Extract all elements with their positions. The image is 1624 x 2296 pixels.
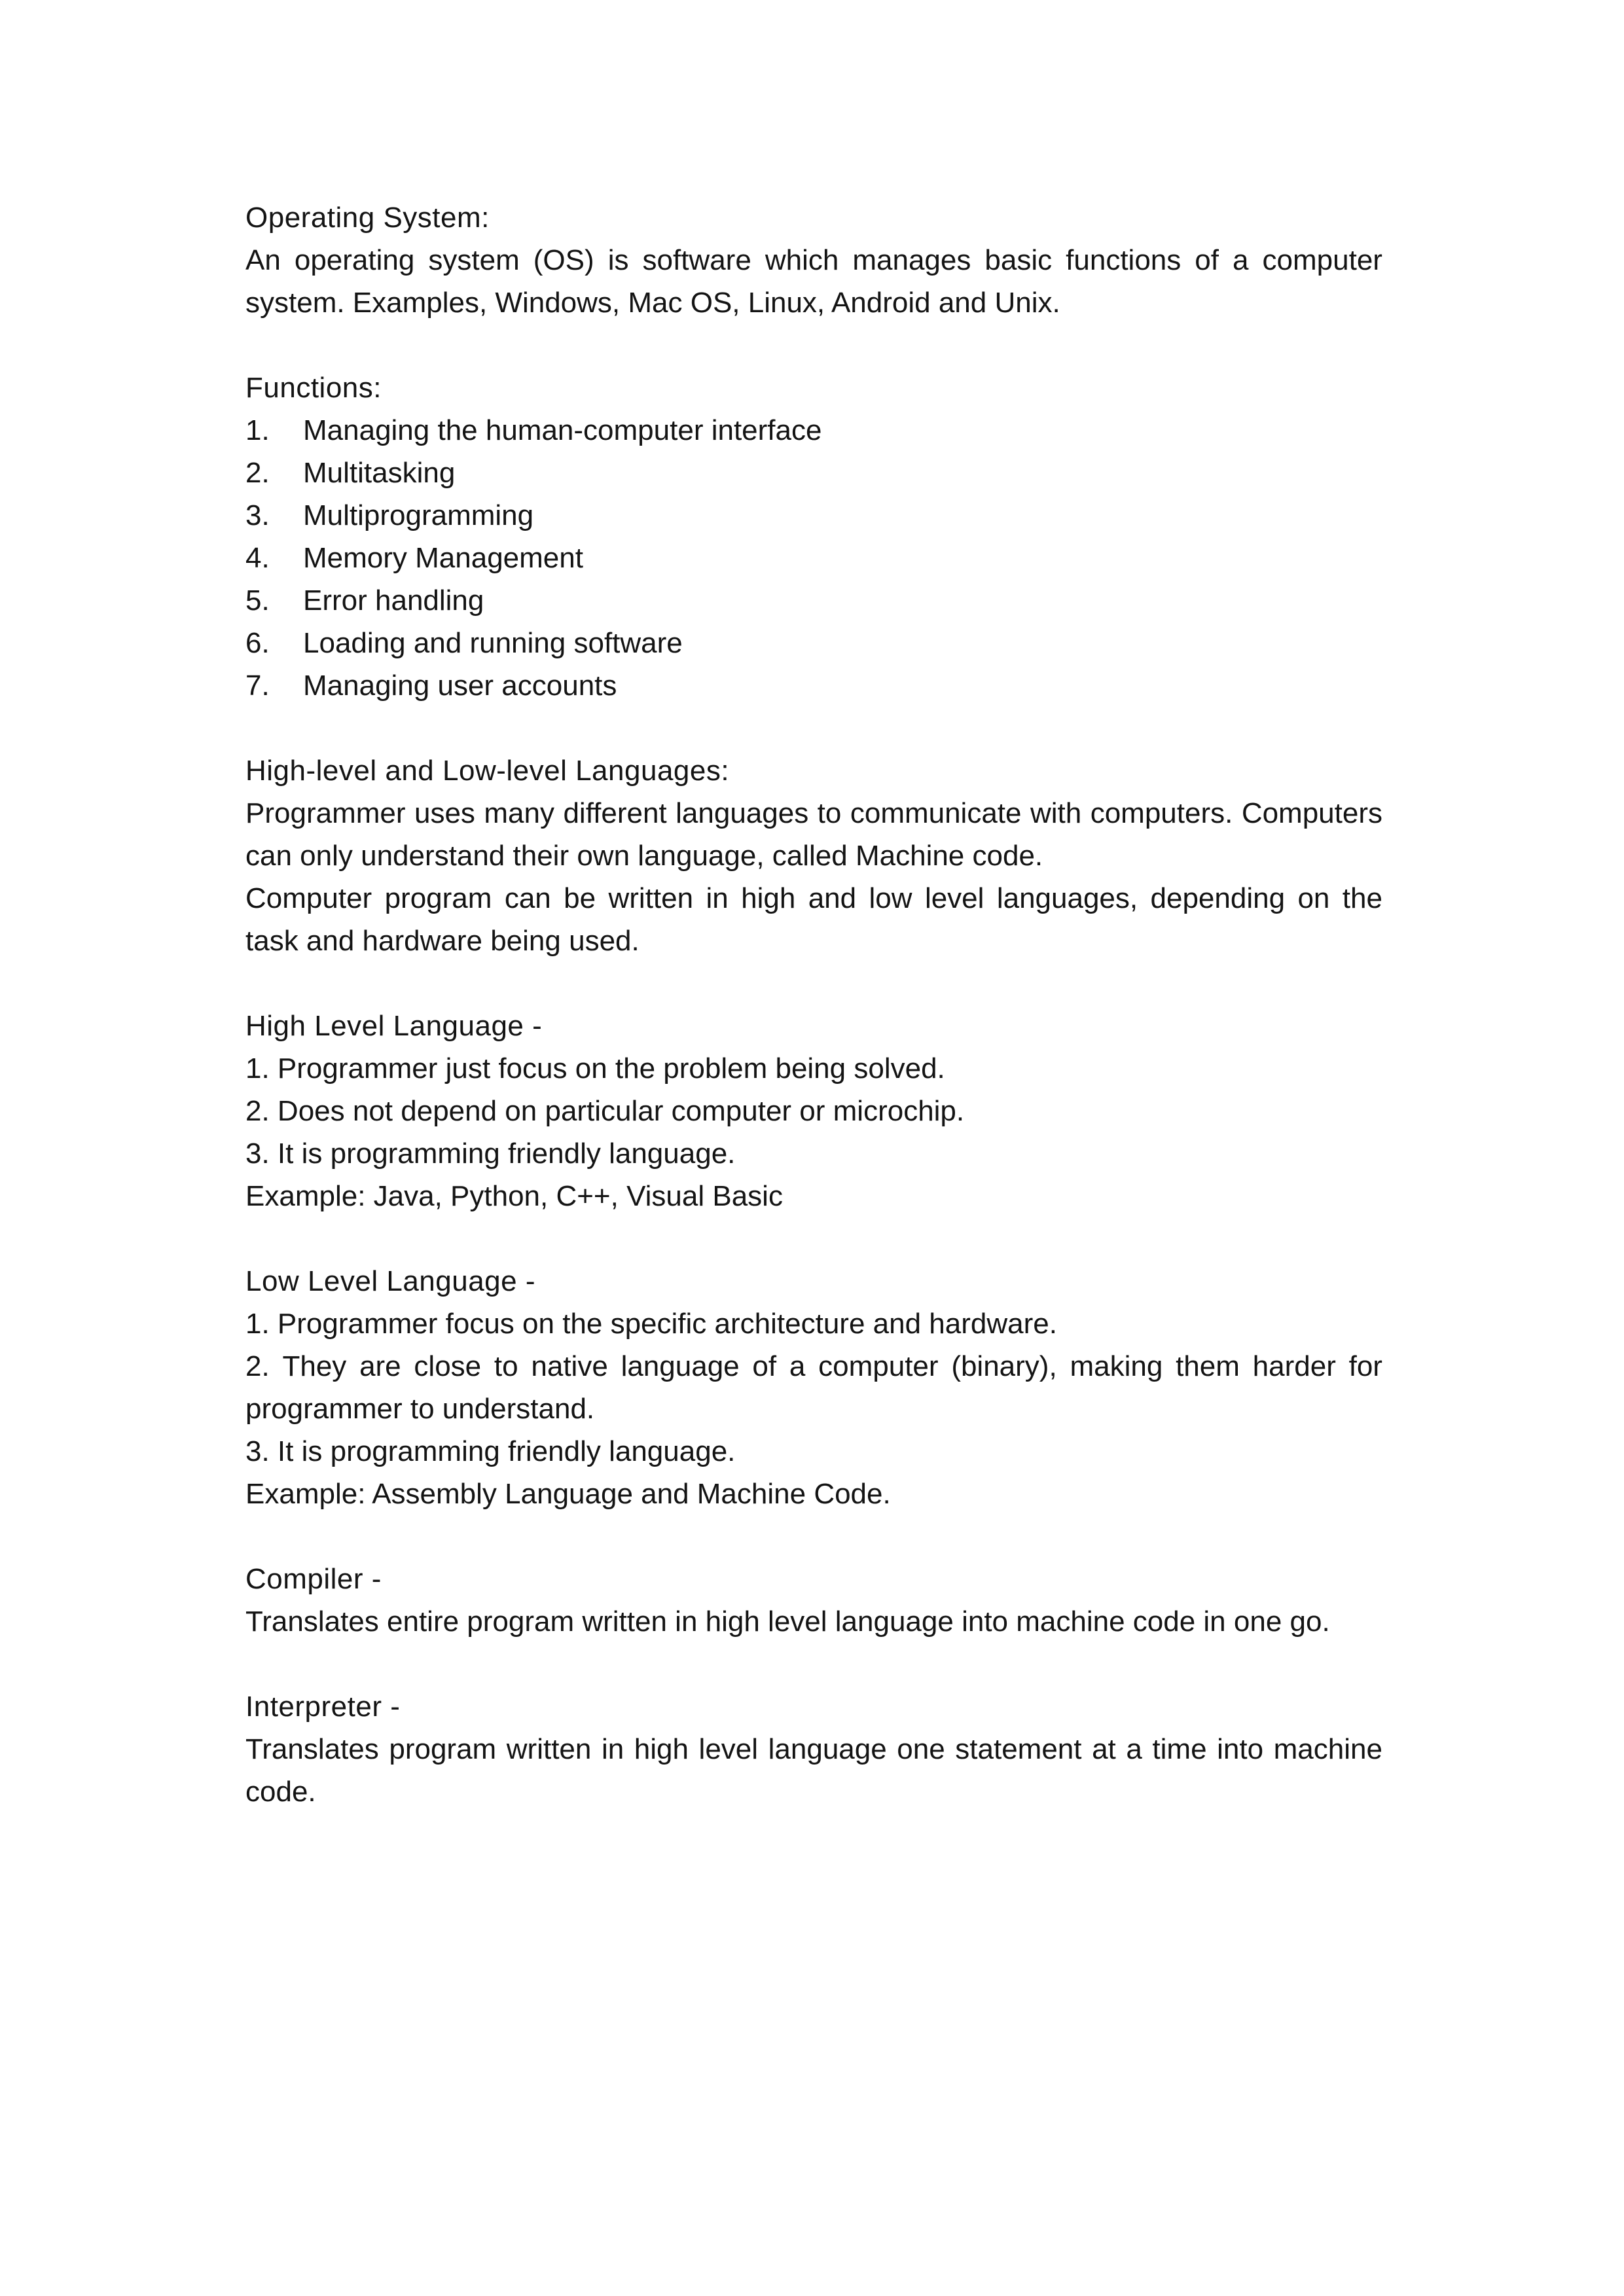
word: at xyxy=(1092,1733,1116,1765)
word: languages, xyxy=(996,882,1138,914)
word: many xyxy=(484,797,554,829)
word: written xyxy=(608,882,694,914)
paragraph-line: system. Examples, Windows, Mac OS, Linux, Android and Unix. xyxy=(245,287,1060,319)
paragraph-line: 2. Does not depend on particular computer or microchip. xyxy=(245,1095,965,1127)
section xyxy=(245,1685,1382,1813)
word: Programmer xyxy=(245,797,406,829)
word: in xyxy=(706,882,729,914)
paragraph-line-justified xyxy=(245,239,1382,281)
paragraph-line: Example: Java, Python, C++, Visual Basic xyxy=(245,1180,783,1212)
word: a xyxy=(1126,1733,1142,1765)
word: manages xyxy=(852,244,971,276)
paragraph-line: Example: Assembly Language and Machine Code. xyxy=(245,1478,891,1510)
word: basic xyxy=(984,244,1053,276)
word: different xyxy=(563,797,667,829)
word: program xyxy=(389,1733,497,1765)
word: operating xyxy=(294,244,415,276)
list-number: 6. xyxy=(245,627,270,659)
section-heading: High-level and Low-level Languages: xyxy=(245,755,730,787)
word: a xyxy=(789,1350,806,1382)
paragraph-line: can only understand their own language, called Machine code. xyxy=(245,840,1043,872)
word: and xyxy=(808,882,857,914)
paragraph-line: 1. Programmer focus on the specific architecture and hardware. xyxy=(245,1308,1057,1340)
list-item xyxy=(245,494,1382,537)
list-number: 3. xyxy=(245,499,270,531)
word: statement xyxy=(955,1733,1082,1765)
paragraph-line: Translates entire program written in high level language into machine code in one go. xyxy=(245,1605,1330,1638)
word: machine xyxy=(1273,1733,1382,1765)
section xyxy=(245,196,1382,324)
word: (binary), xyxy=(951,1350,1057,1382)
word: are xyxy=(359,1350,401,1382)
list-item-text: Error handling xyxy=(303,584,484,617)
word: level xyxy=(924,882,984,914)
section-heading: Low Level Language - xyxy=(245,1265,535,1297)
word: language xyxy=(621,1350,740,1382)
document-content xyxy=(245,196,1382,1856)
word: with xyxy=(1030,797,1082,829)
word: communicate xyxy=(850,797,1022,829)
word: level xyxy=(698,1733,759,1765)
word: system xyxy=(428,244,520,276)
word: close xyxy=(414,1350,482,1382)
word: software xyxy=(642,244,751,276)
paragraph-line-justified xyxy=(245,877,1382,920)
word: (OS) xyxy=(533,244,594,276)
paragraph-line: 3. It is programming friendly language. xyxy=(245,1435,736,1467)
word: high xyxy=(634,1733,689,1765)
word: of xyxy=(1195,244,1219,276)
paragraph-line: 1. Programmer just focus on the problem being solved. xyxy=(245,1052,945,1085)
list-item-text: Managing user accounts xyxy=(303,670,617,702)
list-item-text: Memory Management xyxy=(303,542,583,574)
word: of xyxy=(752,1350,777,1382)
list-item xyxy=(245,579,1382,622)
word: depending xyxy=(1150,882,1286,914)
list-item-text: Multiprogramming xyxy=(303,499,534,531)
list-item xyxy=(245,622,1382,664)
word: to xyxy=(494,1350,518,1382)
list-number: 5. xyxy=(245,584,270,617)
list-item-text: Loading and running software xyxy=(303,627,683,659)
section xyxy=(245,1005,1382,1217)
list-item xyxy=(245,452,1382,494)
word: one xyxy=(897,1733,945,1765)
word: can xyxy=(504,882,551,914)
section-heading: Interpreter - xyxy=(245,1691,401,1723)
word: languages xyxy=(676,797,809,829)
word: is xyxy=(607,244,629,276)
word: 2. xyxy=(245,1350,270,1382)
list-number: 2. xyxy=(245,457,270,489)
word: functions xyxy=(1066,244,1182,276)
word: uses xyxy=(414,797,475,829)
paragraph-line-justified xyxy=(245,792,1382,834)
word: Computers xyxy=(1241,797,1382,829)
list-item xyxy=(245,409,1382,452)
paragraph-line-justified xyxy=(245,1728,1382,1770)
word: They xyxy=(282,1350,347,1382)
word: Translates xyxy=(245,1733,379,1765)
list-item-text: Managing the human-computer interface xyxy=(303,414,822,446)
word: in xyxy=(601,1733,624,1765)
word: them xyxy=(1176,1350,1240,1382)
word: high xyxy=(741,882,796,914)
word: making xyxy=(1070,1350,1163,1382)
section-heading: Compiler - xyxy=(245,1563,382,1595)
word: into xyxy=(1217,1733,1264,1765)
word: to xyxy=(817,797,842,829)
paragraph-line: code. xyxy=(245,1776,316,1808)
list-number: 7. xyxy=(245,670,270,702)
paragraph-line-justified xyxy=(245,1345,1382,1388)
section-heading: High Level Language - xyxy=(245,1010,543,1042)
word: computer xyxy=(818,1350,939,1382)
list-item xyxy=(245,537,1382,579)
word: language xyxy=(768,1733,887,1765)
word: program xyxy=(384,882,492,914)
word: low xyxy=(869,882,912,914)
word: computers. xyxy=(1090,797,1233,829)
list-item xyxy=(245,664,1382,707)
word: which xyxy=(765,244,839,276)
word: harder xyxy=(1252,1350,1336,1382)
word: the xyxy=(1342,882,1382,914)
word: Computer xyxy=(245,882,372,914)
section-heading: Functions: xyxy=(245,372,382,404)
paragraph-line: programmer to understand. xyxy=(245,1393,595,1425)
list-number: 1. xyxy=(245,414,270,446)
word: written xyxy=(506,1733,592,1765)
word: be xyxy=(564,882,596,914)
section xyxy=(245,749,1382,962)
word: An xyxy=(245,244,281,276)
section-heading: Operating System: xyxy=(245,202,490,234)
list-item-text: Multitasking xyxy=(303,457,456,489)
word: computer xyxy=(1262,244,1382,276)
word: time xyxy=(1152,1733,1207,1765)
section xyxy=(245,1260,1382,1515)
word: native xyxy=(531,1350,608,1382)
section xyxy=(245,367,1382,707)
list-number: 4. xyxy=(245,542,270,574)
section xyxy=(245,1558,1382,1643)
paragraph-line: task and hardware being used. xyxy=(245,925,640,957)
word: on xyxy=(1297,882,1330,914)
paragraph-line: 3. It is programming friendly language. xyxy=(245,1138,736,1170)
word: a xyxy=(1233,244,1249,276)
word: for xyxy=(1348,1350,1382,1382)
